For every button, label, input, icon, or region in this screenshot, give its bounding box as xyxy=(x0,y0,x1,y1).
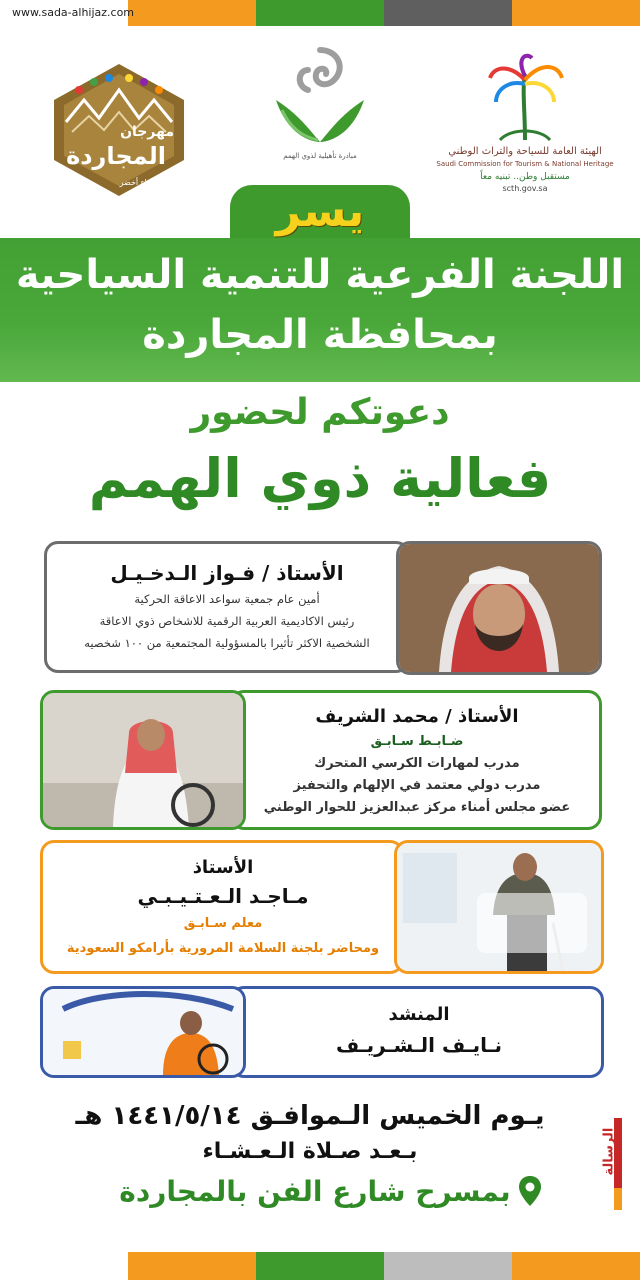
scth-slogan: مستقبل وطن.. تبنيه معاً xyxy=(480,172,570,182)
speaker-4-title: المنشد xyxy=(388,1004,450,1025)
speaker-2-photo xyxy=(40,690,246,830)
invite-text: دعوتكم لحضور xyxy=(190,392,450,433)
speaker-1-photo xyxy=(396,541,602,675)
speaker-1-role-2: رئيس الاكاديمية العربية الرقمية للاشخاص ذوي الاعاقة xyxy=(99,614,355,628)
speaker-3-name: مـاجـد الـعـتـيـبـي xyxy=(137,884,309,908)
festival-logo xyxy=(44,60,194,200)
scth-url[interactable]: scth.gov.sa xyxy=(502,184,548,193)
speaker-card-2 xyxy=(230,690,602,830)
speaker-3-role-1: معلم سـابـق xyxy=(183,916,263,931)
speaker-3-photo xyxy=(394,840,604,974)
speaker-3-title: الأستاذ xyxy=(192,857,254,878)
speaker-2-role-3: مدرب دولي معتمد في الإلهام والتحفيز xyxy=(293,778,541,793)
committee-line-2: بمحافظة المجاردة xyxy=(142,312,498,358)
hemam-logo xyxy=(268,40,372,190)
speaker-card-4 xyxy=(230,986,604,1078)
speaker-4-photo xyxy=(40,986,246,1078)
speaker-2-role-2: مدرب لمهارات الكرسي المتحرك xyxy=(314,756,520,771)
committee-line-1: اللجنة الفرعية للتنمية السياحية xyxy=(15,252,625,298)
location-pin-icon xyxy=(519,1176,541,1206)
yusr-heading: يسر xyxy=(275,186,365,237)
bottom-color-stripe xyxy=(0,1252,640,1280)
festival-word-1: مهرجان xyxy=(120,124,174,140)
festival-slogan: شتاء أخضر xyxy=(119,178,156,187)
hemam-caption: مبادرة تأهيلية لذوي الهمم xyxy=(283,152,357,160)
speaker-4-name: نـايـف الـشـريـف xyxy=(336,1033,502,1057)
risala-badge-text: الرسالة xyxy=(601,1127,617,1176)
event-title: فعالية ذوي الهمم xyxy=(88,447,552,510)
speaker-2-role-1: ضـابـط سـابـق xyxy=(370,734,464,749)
logos-row xyxy=(0,30,640,200)
scth-name-en: Saudi Commission for Tourism & National Heritage xyxy=(436,160,614,168)
event-date: يـوم الخميس الـموافـق ١٤٤١/٥/١٤ هـ xyxy=(75,1101,545,1131)
event-time: بـعـد صـلاة الـعـشـاء xyxy=(202,1139,418,1164)
speaker-2-name: الأستاذ / محمد الشريف xyxy=(315,706,519,727)
site-url[interactable]: www.sada-alhijaz.com xyxy=(12,6,135,19)
speaker-1-role-1: أمين عام جمعية سواعد الاعاقة الحركية xyxy=(134,592,320,606)
venue-row xyxy=(100,1166,560,1216)
speaker-1-role-3: الشخصية الاكثر تأثيرا بالمسؤولية المجتمعية من ١٠٠ شخصيه xyxy=(84,636,370,650)
scth-logo xyxy=(430,50,620,200)
speaker-2-role-4: عضو مجلس أمناء مركز عبدالعزيز للحوار الوطني xyxy=(263,800,571,815)
speaker-3-role-2: ومحاضر بلجنة السلامة المرورية بأرامكو السعودية xyxy=(66,941,380,956)
festival-word-2: المجاردة xyxy=(66,142,166,170)
speaker-card-3 xyxy=(40,840,404,974)
event-venue: بمسرح شارع الفن بالمجاردة xyxy=(119,1174,511,1208)
speaker-1-name: الأستاذ / فـواز الـدخـيـل xyxy=(110,561,344,585)
scth-name-ar: الهيئة العامة للسياحة والتراث الوطني xyxy=(448,146,602,157)
speaker-card-1 xyxy=(44,541,410,673)
